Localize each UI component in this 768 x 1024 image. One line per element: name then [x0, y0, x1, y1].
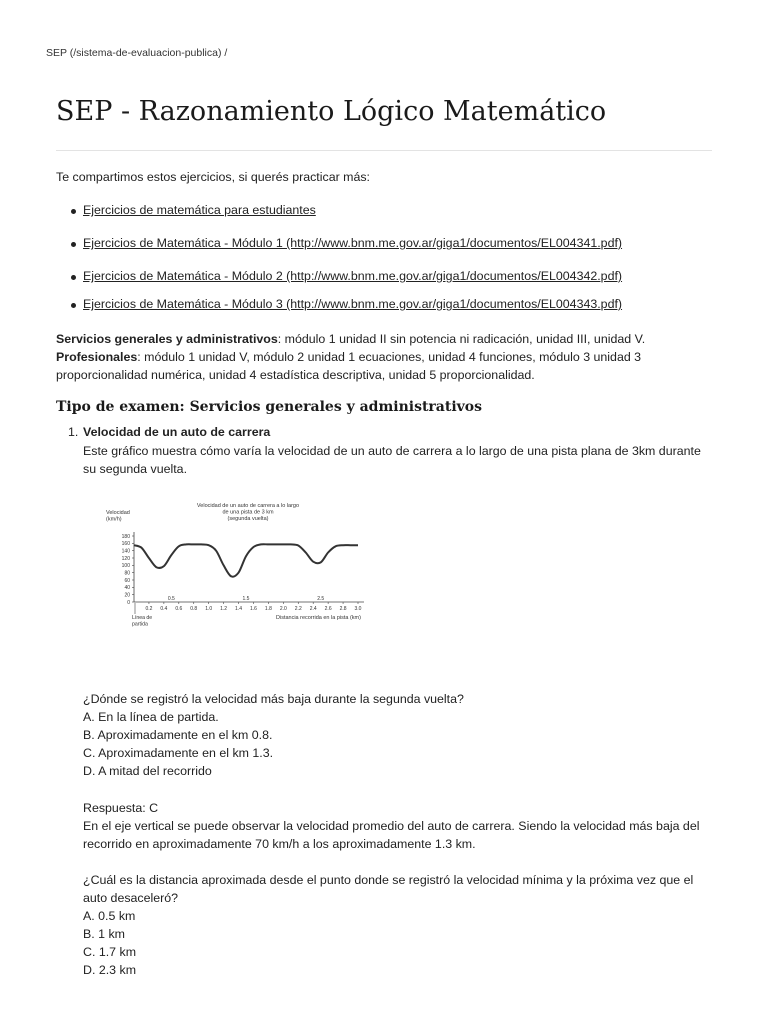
chart-annotation: 0.5	[167, 596, 175, 602]
chart-title-line: Velocidad de un auto de carrera a lo largo	[196, 503, 300, 509]
x-tick-label: 2.0	[279, 606, 287, 612]
x-tick-label: 0.6	[175, 606, 183, 612]
x-tick-label: 1.0	[205, 606, 213, 612]
y-tick-label: 120	[121, 555, 130, 562]
x-tick-label: 1.2	[220, 606, 228, 612]
question-2-prompt: ¿Cuál es la distancia aproximada desde el punto donde se registró la velocidad mínima y la próxima vez que el auto desaceleró?	[83, 873, 694, 905]
link-module-1[interactable]: Ejercicios de Matemática - Módulo 1 (http://www.bnm.me.gov.ar/giga1/documentos/EL004341.pdf)	[83, 236, 623, 250]
intro-text: Te compartimos estos ejercicios, si querés practicar más:	[56, 170, 370, 184]
option-c: C. Aproximadamente en el km 1.3.	[83, 746, 274, 760]
chart-y-axis-label	[106, 510, 130, 523]
link-math-exercises[interactable]: Ejercicios de matemática para estudiantes	[83, 203, 316, 217]
chart-annotation: 1.5	[242, 596, 250, 602]
x-tick-label: 1.6	[249, 606, 257, 612]
chart-y-axis-label-line: Velocidad	[106, 510, 130, 516]
page-title: SEP - Razonamiento Lógico Matemático	[56, 96, 607, 127]
option-a: A. 0.5 km	[83, 909, 136, 923]
exam-units	[56, 330, 716, 384]
question-description: Este gráfico muestra cómo varía la velocidad de un auto de carrera a lo largo de una pista plana de 3km durante su segunda vuelta.	[83, 444, 701, 476]
y-tick-label: 160	[121, 541, 130, 548]
x-tick-label: 2.6	[324, 606, 332, 612]
x-tick-label: 1.4	[235, 606, 243, 612]
x-tick-label: 2.8	[339, 606, 347, 612]
question-number: 1.	[68, 425, 79, 439]
y-tick-label: 100	[121, 563, 130, 570]
option-d: D. A mitad del recorrido	[83, 764, 212, 778]
x-tick-label: 3.0	[354, 606, 362, 612]
speed-chart	[96, 496, 384, 636]
services-label: Servicios generales y administrativos	[56, 332, 278, 346]
list-item	[56, 201, 622, 219]
option-d: D. 2.3 km	[83, 963, 137, 977]
y-tick-label: 140	[121, 548, 130, 555]
x-tick-label: 0.4	[160, 606, 168, 612]
question-1	[83, 690, 713, 780]
y-tick-label: 80	[124, 570, 130, 577]
y-tick-label: 0	[127, 599, 130, 606]
y-tick-label: 20	[124, 592, 130, 599]
chart-title-line: (segunda vuelta)	[227, 516, 269, 522]
chart-origin-label-line: Línea de	[132, 615, 153, 621]
list-item	[56, 295, 622, 313]
option-b: B. 1 km	[83, 927, 125, 941]
x-tick-label: 0.8	[190, 606, 198, 612]
exercise-links	[56, 201, 622, 313]
section-heading: Tipo de examen: Servicios generales y administrativos	[56, 399, 483, 415]
chart-origin-label-line: partida	[132, 621, 148, 628]
y-tick-label: 180	[121, 533, 130, 540]
breadcrumb[interactable]: SEP (/sistema-de-evaluacion-publica) /	[46, 47, 228, 59]
x-tick-label: 2.4	[309, 606, 317, 612]
chart-y-axis-label-line: (km/h)	[106, 516, 122, 523]
question-2	[83, 871, 713, 979]
chart-title	[197, 503, 299, 522]
chart-title-line: de una pista de 3 km	[222, 509, 274, 516]
list-item	[56, 234, 622, 252]
answer-explanation: En el eje vertical se puede observar la velocidad promedio del auto de carrera. Siendo la velocidad más baja del recorrido en aproximadamente 70 km/h a los aproximadamente 1.3 km.	[83, 819, 700, 851]
title-divider	[56, 150, 712, 151]
speed-series-line	[134, 544, 358, 577]
chart-x-axis-label: Distancia recorrida en la pista (km)	[276, 615, 361, 621]
question-1-prompt: ¿Dónde se registró la velocidad más baja durante la segunda vuelta?	[83, 692, 464, 706]
chart-annotation: 2.5	[317, 596, 325, 602]
answer-label: Respuesta: C	[83, 801, 159, 815]
option-a: A. En la línea de partida.	[83, 710, 219, 724]
x-tick-label: 2.2	[294, 606, 302, 612]
professionals-label: Profesionales	[56, 350, 138, 364]
question-title: Velocidad de un auto de carrera	[83, 425, 271, 439]
y-tick-label: 60	[124, 577, 130, 584]
services-units: : módulo 1 unidad II sin potencia ni radicación, unidad III, unidad V.	[277, 332, 646, 346]
x-tick-label: 0.2	[145, 606, 153, 612]
y-tick-label: 40	[124, 585, 130, 592]
answer-1	[83, 799, 713, 853]
link-module-2[interactable]: Ejercicios de Matemática - Módulo 2 (http://www.bnm.me.gov.ar/giga1/documentos/EL004342.pdf)	[83, 269, 623, 283]
professionals-units: : módulo 1 unidad V, módulo 2 unidad 1 ecuaciones, unidad 4 funciones, módulo 3 unidad 3 proporcionalidad numérica, unidad 4 estadística descriptiva, unidad 5 proporcionalidad.	[56, 350, 642, 382]
link-module-3[interactable]: Ejercicios de Matemática - Módulo 3 (http://www.bnm.me.gov.ar/giga1/documentos/EL004343.pdf)	[83, 297, 623, 311]
option-b: B. Aproximadamente en el km 0.8.	[83, 728, 273, 742]
x-tick-label: 1.8	[264, 606, 272, 612]
list-item	[56, 267, 622, 285]
option-c: C. 1.7 km	[83, 945, 137, 959]
